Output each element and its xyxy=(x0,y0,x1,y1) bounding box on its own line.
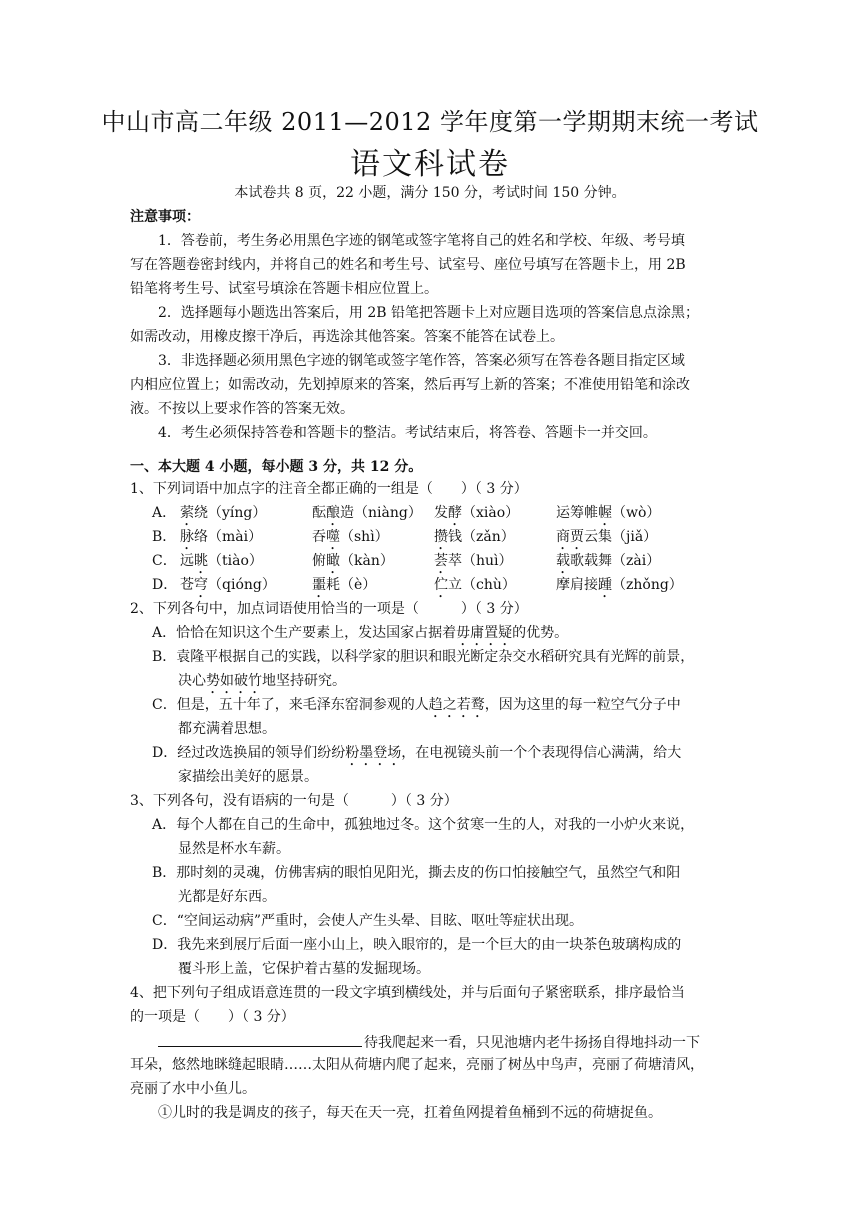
q1-option-word: 伫立（chù） xyxy=(434,577,516,593)
q1-option-word: 攒钱（zǎn） xyxy=(434,529,515,545)
notice-line: 铅笔将考生号、试室号填涂在答题卡相应位置上。 xyxy=(130,281,438,297)
q2-option-c-cont: 都充满着思想。 xyxy=(178,721,276,737)
q1-option-label: A． xyxy=(152,505,177,521)
q2-option-d-cont: 家描绘出美好的愿景。 xyxy=(178,769,318,785)
q1-option-label: B． xyxy=(152,529,177,545)
exam-info: 本试卷共 8 页，22 小题，满分 150 分，考试时间 150 分钟。 xyxy=(234,185,626,201)
notice-line: 液。不按以上要求作答的答案无效。 xyxy=(130,401,354,417)
q1-option-word: 远眺（tiào） xyxy=(180,553,263,569)
q1-option-word: 商贾云集（jiǎ） xyxy=(556,529,658,545)
notice-line: 如需改动，用橡皮擦干净后，再选涂其他答案。答案不能答在试卷上。 xyxy=(130,329,564,345)
notice-heading: 注意事项： xyxy=(130,209,200,225)
q1-option-word: 酿造（niàng） xyxy=(326,505,422,521)
notice-line: 4．考生必须保持答卷和答题卡的整洁。考试结束后，将答卷、答题卡一并交回。 xyxy=(130,425,657,441)
q3-option-b-cont: 光都是好东西。 xyxy=(178,889,276,905)
exam-title: 中山市高二年级 2011—2012 学年度第一学期期末统一考试 xyxy=(101,108,759,136)
q4-passage-line: 待我爬起来一看，只见池塘内老牛扬扬自得地抖动一下 xyxy=(158,1032,700,1052)
question-4-stem-cont: 的一项是（ ）（ 3 分） xyxy=(130,1009,295,1025)
q4-passage-line: 耳朵，悠然地眯缝起眼睛……太阳从荷塘内爬了起来，亮丽了树丛中鸟声，亮丽了荷塘清风， xyxy=(130,1057,704,1073)
q3-option-a: A．每个人都在自己的生命中，孤独地过冬。这个贫寒一生的人，对我的一小炉火来说， xyxy=(152,817,695,833)
q2-option-b-cont: 决心势如破竹地坚持研究。 xyxy=(178,673,346,689)
notice-line: 2．选择题每小题选出答案后，用 2B 铅笔把答题卡上对应题目选项的答案信息点涂黑； xyxy=(130,305,700,321)
notice-line: 1．答卷前，考生务必用黑色字迹的钢笔或签字笔将自己的姓名和学校、年级、考号填 xyxy=(130,233,685,249)
q1-option-word: 俯瞰（kàn） xyxy=(312,553,394,569)
q1-option-word: 吞噬（shì） xyxy=(312,529,389,545)
q1-option-label: D． xyxy=(152,577,178,593)
q1-option-word: 摩肩接踵（zhǒng） xyxy=(556,577,683,593)
q1-option-word: 荟萃（huì） xyxy=(434,553,513,569)
q2-option-c: C．但是，五十年了，来毛泽东窑洞参观的人趋之若鹜，因为这里的每一粒空气分子中 xyxy=(152,697,681,713)
q1-option-word: 载歌载舞（zài） xyxy=(556,553,661,569)
answer-blank xyxy=(158,1032,362,1047)
notice-line: 3．非选择题必须用黑色字迹的钢笔或签字笔作答，答案必须写在答卷各题目指定区域 xyxy=(130,353,685,369)
question-4-stem: 4、把下列句子组成语意连贯的一段文字填到横线处，并与后面句子紧密联系，排序最恰当 xyxy=(130,985,685,1001)
q4-passage-line: 亮丽了水中小鱼儿。 xyxy=(130,1081,256,1097)
q1-option-word: 酝 xyxy=(312,505,326,521)
q1-option-word: 运筹帷幄（wò） xyxy=(556,505,661,521)
notice-line: 内相应位置上；如需改动，先划掉原来的答案，然后再写上新的答案；不准使用铅笔和涂改 xyxy=(130,377,690,393)
exam-subject-title: 语文科试卷 xyxy=(350,147,510,182)
question-1-stem: 1、下列词语中加点字的注音全都正确的一组是（ ）（ 3 分） xyxy=(130,481,528,497)
q3-option-d: D．我先来到展厅后面一座小山上，映入眼帘的，是一个巨大的由一块茶色玻璃构成的 xyxy=(152,937,682,953)
notice-line: 写在答题卷密封线内，并将自己的姓名和考生号、试室号、座位号填写在答题卡上，用 2B xyxy=(130,257,686,273)
question-3-stem: 3、下列各句，没有语病的一句是（ ）（ 3 分） xyxy=(130,793,458,809)
q3-option-b: B．那时刻的灵魂，仿佛害病的眼怕见阳光，撕去皮的伤口怕接触空气，虽然空气和阳 xyxy=(152,865,681,881)
section-heading: 一、本大题 4 小题，每小题 3 分，共 12 分。 xyxy=(130,459,423,475)
q2-option-b: B．袁隆平根据自己的实践，以科学家的胆识和眼光断定杂交水稻研究具有光辉的前景， xyxy=(152,649,695,665)
q3-option-a-cont: 显然是杯水车薪。 xyxy=(178,841,290,857)
q1-option-word: 萦绕（yíng） xyxy=(180,505,267,521)
q1-option-word: 脉络（mài） xyxy=(180,529,263,545)
q3-option-d-cont: 覆斗形上盖，它保护着古墓的发掘现场。 xyxy=(178,961,430,977)
q2-option-d: D．经过改选换届的领导们纷纷粉墨登场，在电视镜头前一个个表现得信心满满，给大 xyxy=(152,745,682,761)
q1-option-word: 苍穹（qióng） xyxy=(180,577,276,593)
q2-option-a: A．恰恰在知识这个生产要素上，发达国家占据着毋庸置疑的优势。 xyxy=(152,625,569,641)
q3-option-c: C．“空间运动病”严重时，会使人产生头晕、目眩、呕吐等症状出现。 xyxy=(152,913,584,929)
q1-option-word: 发酵（xiào） xyxy=(434,505,520,521)
q1-option-label: C． xyxy=(152,553,177,569)
q4-sentence-item: ①儿时的我是调皮的孩子，每天在天一亮，扛着鱼网提着鱼桶到不远的荷塘捉鱼。 xyxy=(158,1105,662,1121)
question-2-stem: 2、下列各句中，加点词语使用恰当的一项是（ ）（ 3 分） xyxy=(130,601,528,617)
q1-option-word: 噩耗（è） xyxy=(312,577,377,593)
